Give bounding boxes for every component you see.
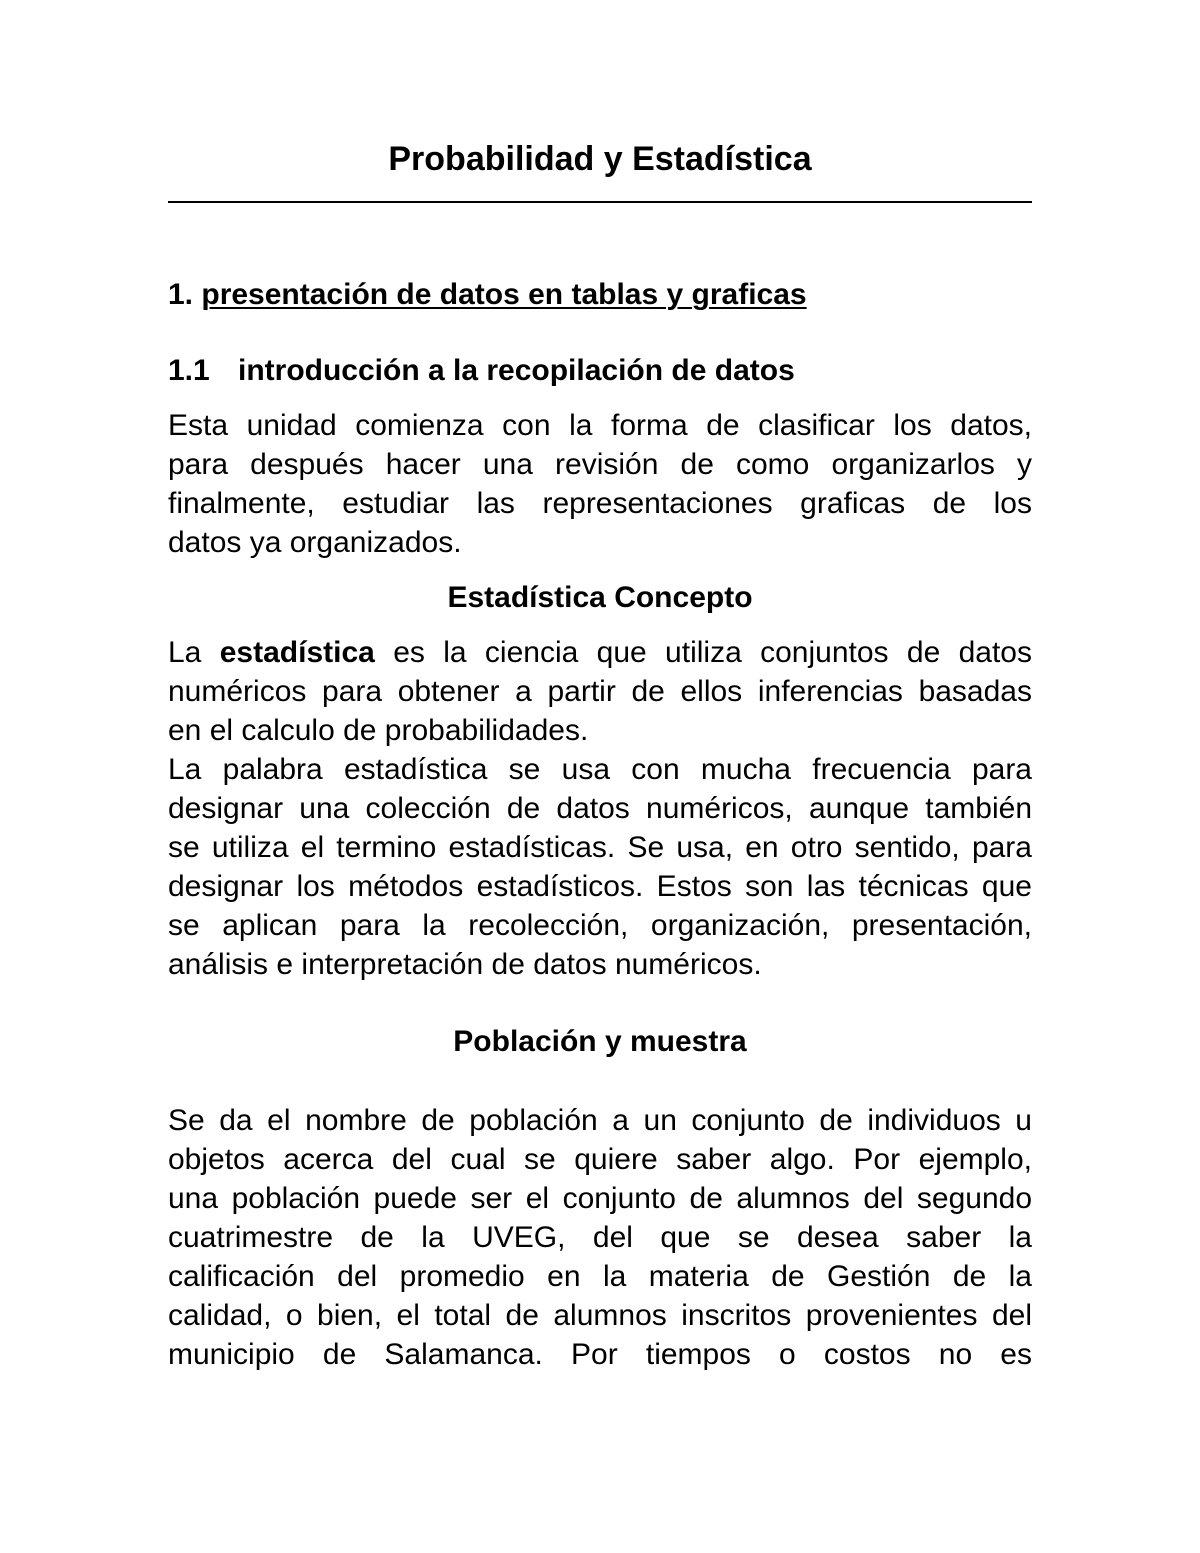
paragraph-line: calidad, o bien, el total de alumnos inscritos provenientes del — [168, 1299, 1032, 1332]
paragraph-line: cuatrimestre de la UVEG, del que se desea saber la — [168, 1221, 1032, 1254]
paragraph-line: se utiliza el termino estadísticas. Se usa, en otro sentido, para — [168, 831, 1032, 864]
paragraph-line: objetos acerca del cual se quiere saber algo. Por ejemplo, — [168, 1143, 1032, 1176]
population-heading: Población y muestra — [453, 1025, 747, 1058]
paragraph-line: designar los métodos estadísticos. Estos son las técnicas que — [168, 870, 1032, 903]
paragraph-line: análisis e interpretación de datos numéricos. — [168, 948, 762, 981]
concept-lead-word: La — [168, 636, 202, 669]
paragraph-line: datos ya organizados. — [168, 526, 462, 559]
paragraph-line: calificación del promedio en la materia de Gestión de la — [168, 1260, 1032, 1293]
title-divider — [168, 201, 1032, 203]
paragraph-line: finalmente, estudiar las representaciones graficas de los — [168, 487, 1032, 520]
subsection-title: introducción a la recopilación de datos — [238, 354, 795, 387]
paragraph-line: La palabra estadística se usa con mucha frecuencia para — [168, 753, 1032, 786]
concept-line-rest: es la ciencia que utiliza conjuntos de datos — [393, 636, 1032, 669]
paragraph-line: se aplican para la recolección, organización, presentación, — [168, 909, 1032, 942]
concept-heading: Estadística Concepto — [447, 581, 753, 614]
paragraph-line: numéricos para obtener a partir de ellos inferencias basadas — [168, 675, 1032, 708]
section-heading-1 — [168, 276, 807, 314]
paragraph-line: en el calculo de probabilidades. — [168, 714, 589, 747]
population-paragraph — [168, 1101, 1032, 1374]
paragraph-line: Se da el nombre de población a un conjunto de individuos u — [168, 1104, 1032, 1137]
document-title: Probabilidad y Estadística — [388, 140, 812, 178]
concept-bold-term: estadística — [219, 636, 375, 669]
paragraph-line: designar una colección de datos numéricos, aunque también — [168, 792, 1032, 825]
paragraph-line: para después hacer una revisión de como organizarlos y — [168, 448, 1032, 481]
paragraph-line: municipio de Salamanca. Por tiempos o costos no es — [168, 1338, 1032, 1371]
subsection-number: 1.1 — [168, 354, 210, 387]
paragraph-line — [168, 633, 1032, 672]
concept-paragraph — [168, 633, 1032, 984]
subsection-heading-1-1 — [168, 352, 795, 390]
section-number: 1. — [168, 278, 194, 311]
intro-paragraph — [168, 406, 1032, 562]
section-title: presentación de datos en tablas y graficas — [201, 278, 807, 311]
paragraph-line: una población puede ser el conjunto de alumnos del segundo — [168, 1182, 1032, 1215]
paragraph-line: Esta unidad comienza con la forma de clasificar los datos, — [168, 409, 1032, 442]
